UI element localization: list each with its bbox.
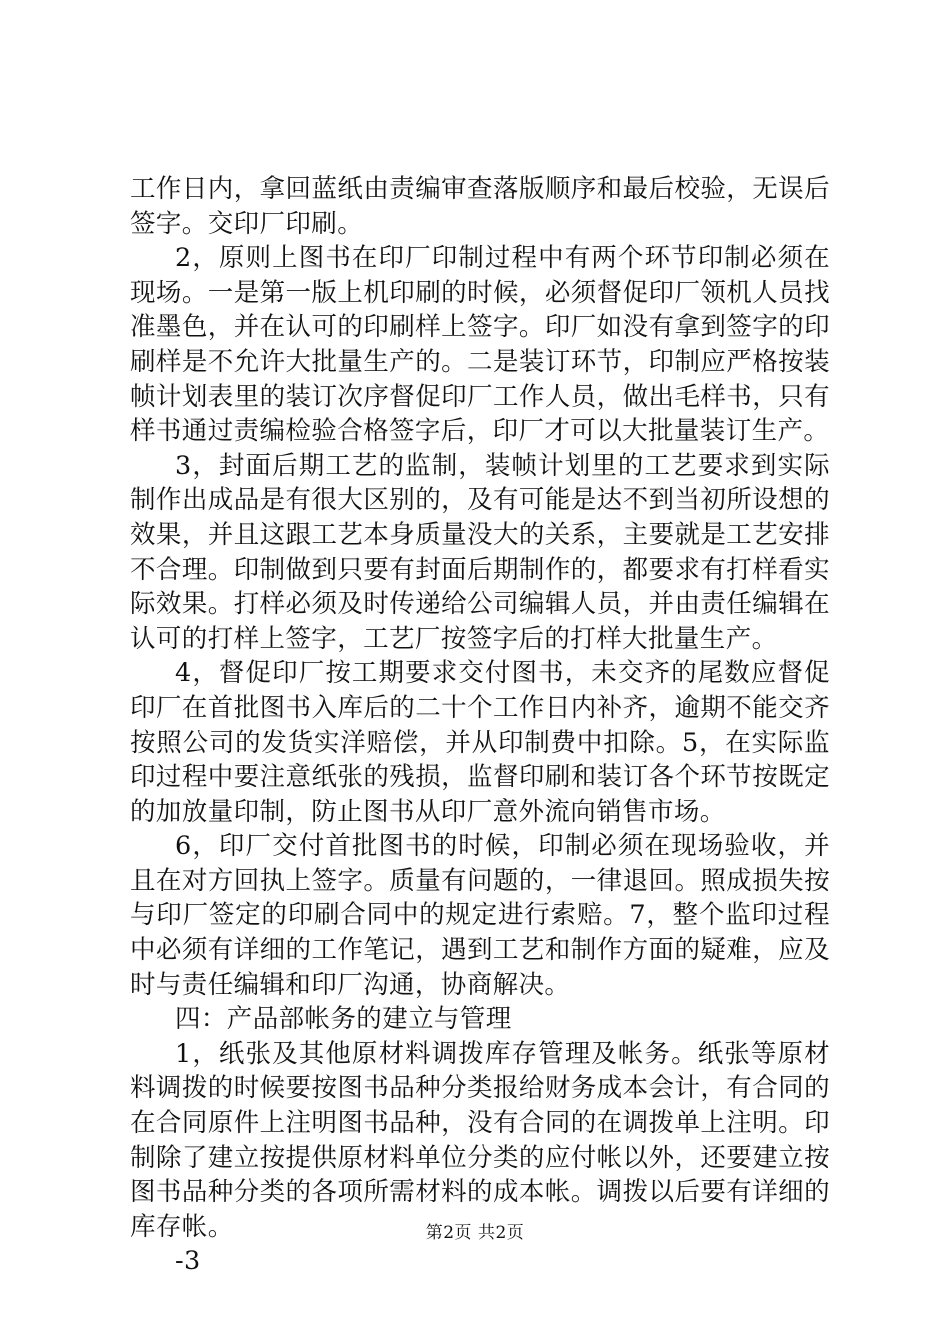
paragraph-section4-item-1: 1，纸张及其他原材料调拨库存管理及帐务。纸张等原材料调拨的时候要按图书品种分类报给财务成本会计，有合同的在合同原件上注明图书品种，没有合同的在调拨单上注明。印制除了建立按提供原材料单位分类的应付帐以外，还要建立按图书品种分类的各项所需材料的成本帐。调拨以后要有详细的库存帐。 [130,1038,830,1242]
section-heading: 四：产品部帐务的建立与管理 [175,1004,512,1035]
paragraph-continuation: 工作日内，拿回蓝纸由责编审查落版顺序和最后校验，无误后签字。交印厂印刷。 [130,174,830,239]
paragraph-item-3: 3，封面后期工艺的监制，装帧计划里的工艺要求到实际制作出成品是有很大区别的，及有可能是达不到当初所设想的效果，并且这跟工艺本身质量没大的关系，主要就是工艺安排不合理。印制做到只要有封面后期制作的，都要求有打样看实际效果。打样必须及时传递给公司编辑人员，并由责任编辑在认可的打样上签字，工艺厂按签字后的打样大批量生产。 [130,450,830,654]
paragraph-item-4-5: 4，督促印厂按工期要求交付图书，未交齐的尾数应督促印厂在首批图书入库后的二十个工作日内补齐，逾期不能交齐按照公司的发货实洋赔偿，并从印制费中扣除。5，在实际监印过程中要注意纸张的残损，监督印刷和装订各个环节按既定的加放量印制，防止图书从印厂意外流向销售市场。 [130,658,830,827]
paragraph-item-6-7: 6，印厂交付首批图书的时候，印制必须在现场验收，并且在对方回执上签字。质量有问题的，一律退回。照成损失按与印厂签定的印刷合同中的规定进行索赔。7，整个监印过程中必须有详细的工作笔记，遇到工艺和制作方面的疑难，应及时与责任编辑和印厂沟通，协商解决。 [130,831,830,1000]
paragraph-item-2: 2，原则上图书在印厂印制过程中有两个环节印制必须在现场。一是第一版上机印刷的时候，必须督促印厂领机人员找准墨色，并在认可的印刷样上签字。印厂如没有拿到签字的印刷样是不允许大批量生产的。二是装订环节，印制应严格按装帧计划表里的装订次序督促印厂工作人员，做出毛样书，只有样书通过责编检验合格签字后，印厂才可以大批量装订生产。 [130,243,830,447]
page-footer: 第2页 共2页 [425,1223,525,1243]
document-body [130,172,830,1279]
page-marker: -3 [175,1246,201,1277]
